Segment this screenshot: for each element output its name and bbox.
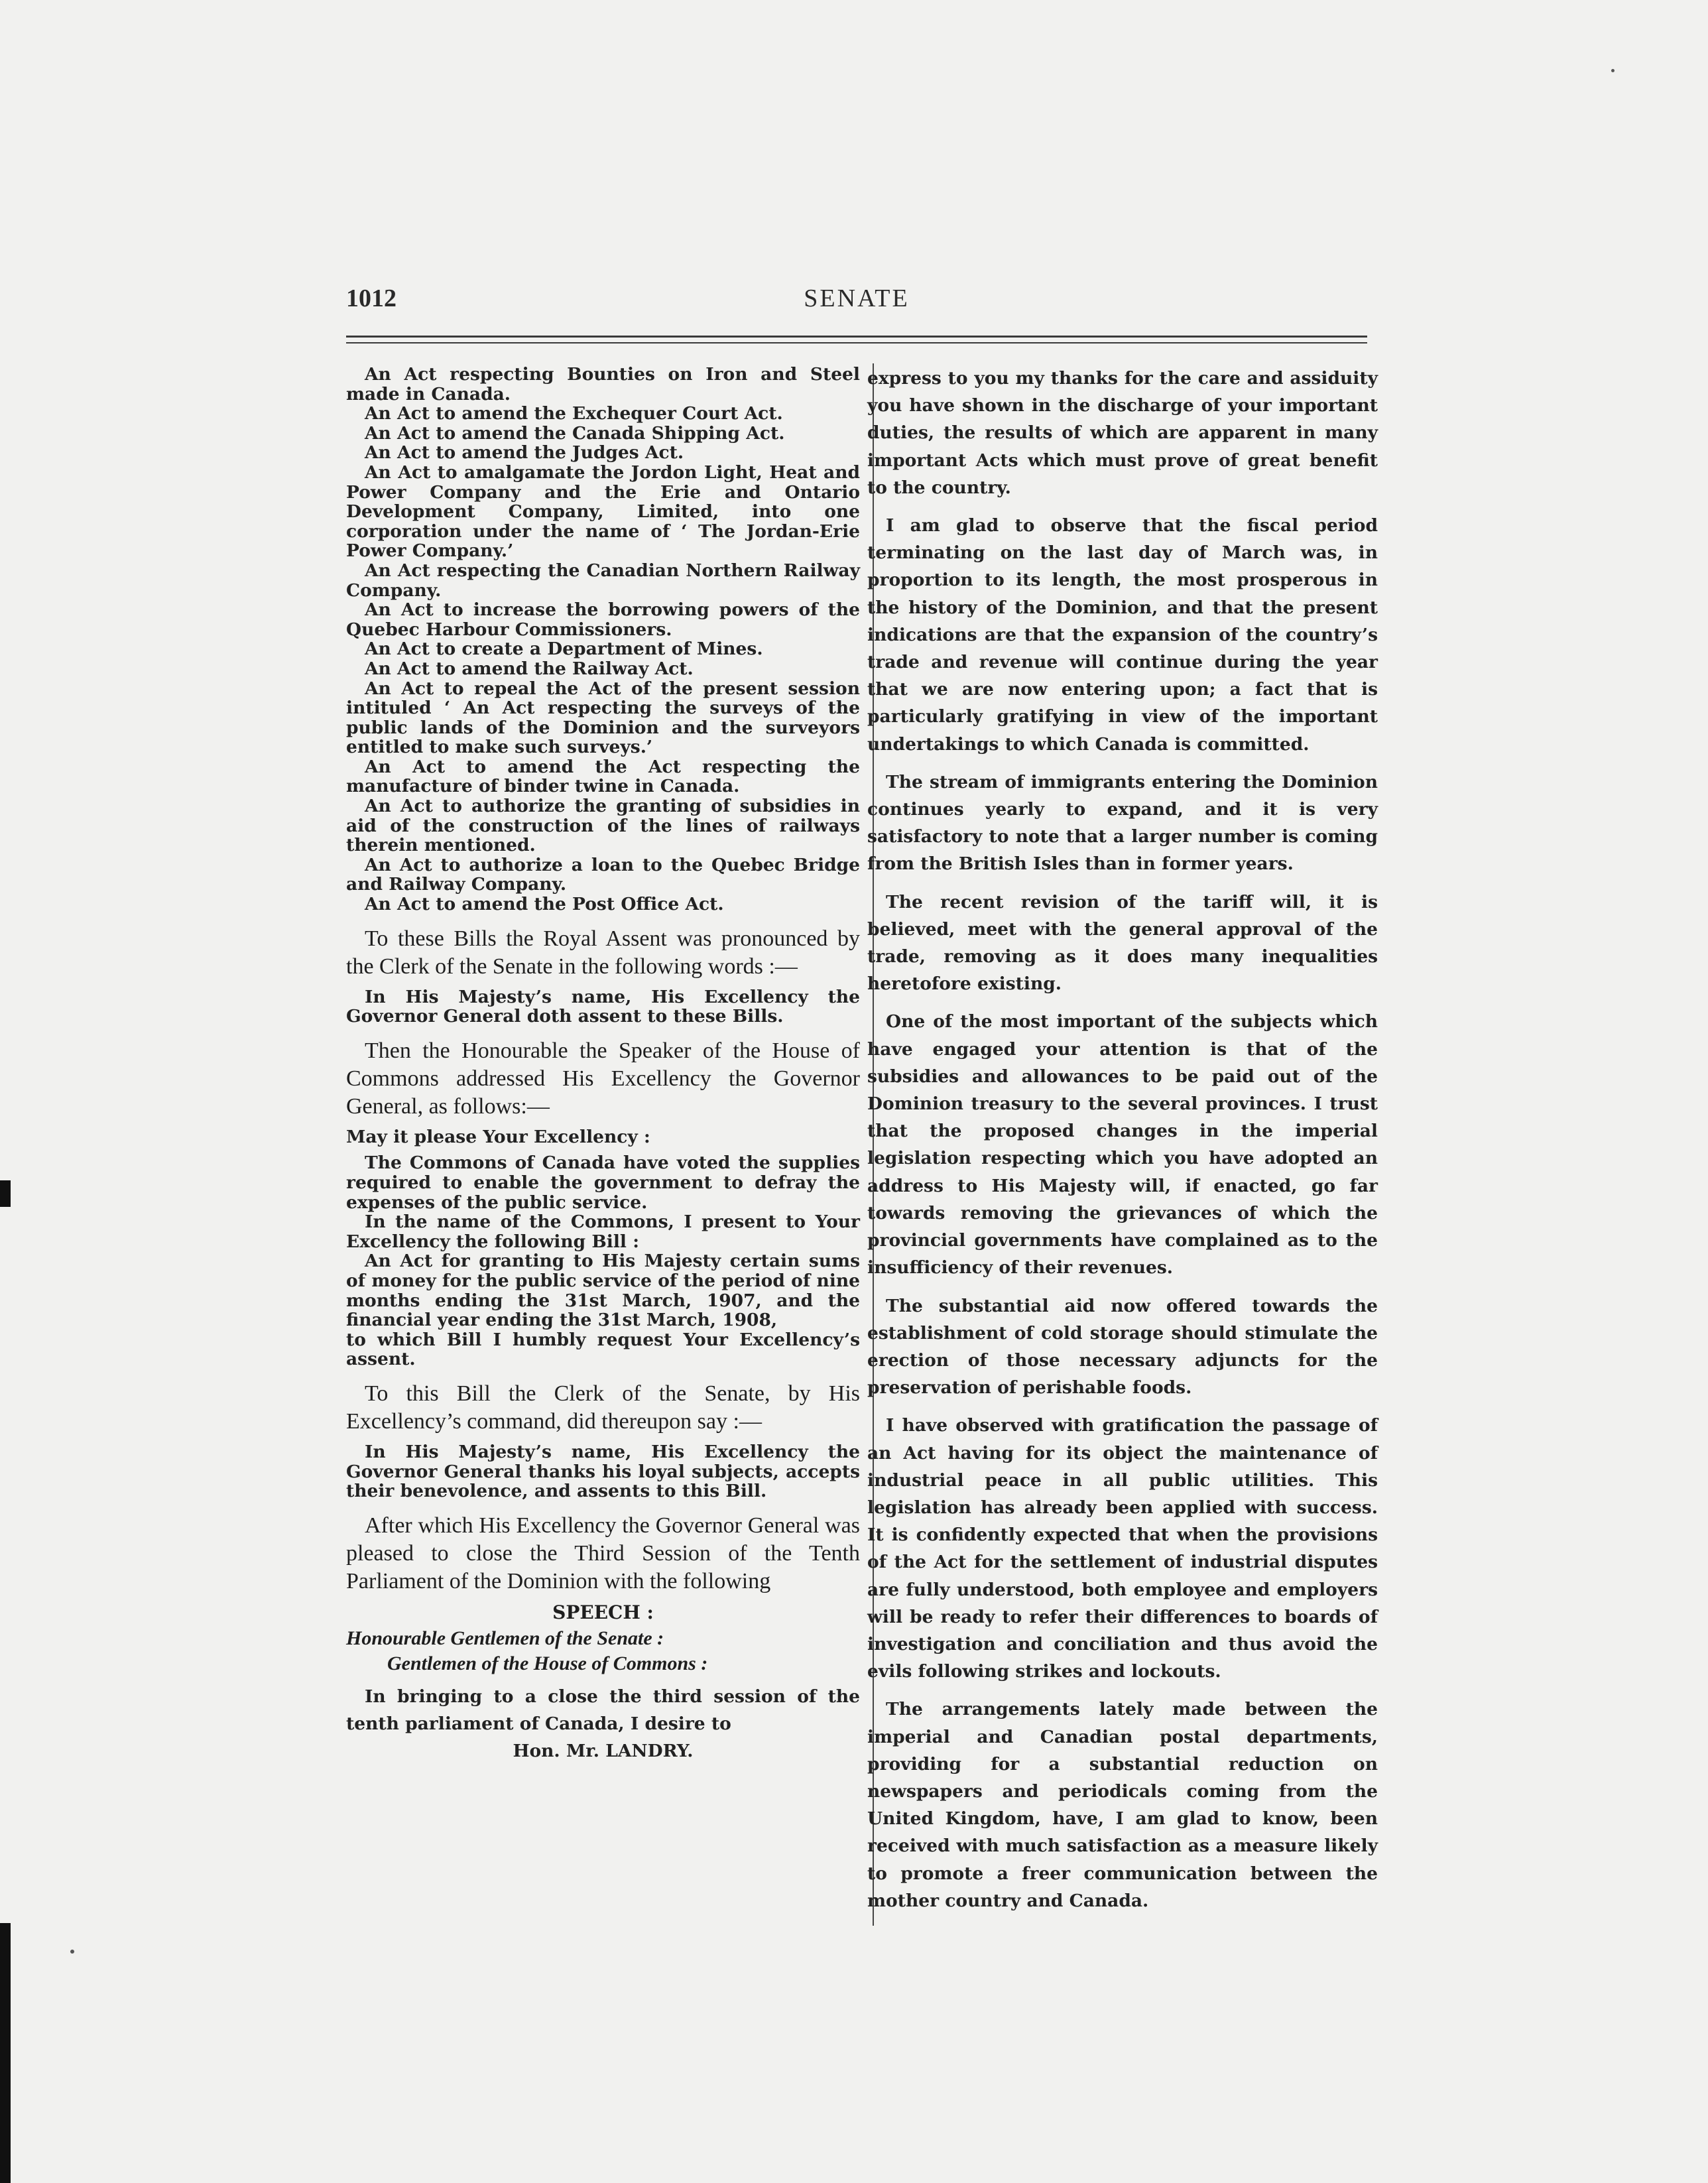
speech-paragraph: The arrangements lately made between the imperial and Canadian postal departments, providing for a substantial reduction on newspapers and periodicals coming from the United Kingdom, have, I am glad to know, been received with much satisfaction as a measure likely to promote a freer communication between the mother country and Canada.	[867, 1699, 1378, 1911]
speech-paragraph: The stream of immigrants entering the Dominion continues yearly to expand, and it is very satisfactory to note that a larger number is coming from the British Isles than in former years.	[867, 771, 1378, 875]
act-item: An Act to amend the Judges Act.	[365, 442, 684, 464]
header-rule-top	[346, 336, 1367, 338]
scan-speck	[70, 1950, 74, 1954]
act-item: An Act to amend the Exchequer Court Act.	[365, 403, 783, 424]
assent-request: to which Bill I humbly request Your Excellency’s assent.	[346, 1329, 860, 1370]
clerk-intro: To this Bill the Clerk of the Senate, by His Excellency’s command, did thereupon say :—	[346, 1381, 860, 1434]
address-commons: Gentlemen of the House of Commons :	[387, 1652, 708, 1674]
act-item: An Act to create a Department of Mines.	[365, 639, 763, 660]
royal-assent-intro: To these Bills the Royal Assent was pronounced by the Clerk of the Senate in the following words :—	[346, 926, 860, 979]
act-item: An Act to repeal the Act of the present session intituled ‘ An Act respecting the surveys of the public lands of the Dominion and the surveyors entitled to make such surveys.’	[346, 678, 860, 758]
speech-paragraph: The recent revision of the tariff will, it is believed, meet with the general approval of the trade, removing as it does many inequalities heretofore existing.	[867, 891, 1378, 995]
act-item: An Act to increase the borrowing powers of the Quebec Harbour Commissioners.	[346, 599, 860, 640]
act-item: An Act to authorize the granting of subsidies in aid of the construction of the lines of railways therein mentioned.	[346, 796, 860, 856]
page-number: 1012	[346, 284, 396, 312]
present-paragraph: In the name of the Commons, I present to Your Excellency the following Bill :	[346, 1212, 860, 1252]
act-item: An Act to amend the Post Office Act.	[365, 894, 724, 915]
address-senate: Honourable Gentlemen of the Senate :	[346, 1627, 664, 1649]
act-item: An Act respecting the Canadian Northern Railway Company.	[346, 560, 860, 601]
speech-heading: SPEECH :	[552, 1601, 654, 1623]
left-column	[346, 365, 860, 1765]
scan-edge-mark	[0, 1923, 11, 2183]
right-column	[867, 365, 1378, 1914]
footer-name: Hon. Mr. LANDRY.	[513, 1741, 694, 1762]
supply-paragraph: The Commons of Canada have voted the supplies required to enable the government to defray the expenses of the public service.	[346, 1153, 860, 1213]
scan-edge-mark	[0, 1180, 11, 1207]
speech-paragraph: I have observed with gratification the passage of an Act having for its object the maintenance of industrial peace in all public utilities. This legislation has already been applied with success. It is confidently expected that when the provisions of the Act for the settlement of industrial disputes are fully understood, both employee and employers will be ready to refer their differences to boards of investigation and conciliation and thus avoid the evils following strikes and lockouts.	[867, 1415, 1378, 1682]
acts-list	[346, 365, 860, 914]
scan-speck	[1611, 69, 1615, 72]
speech-opening: In bringing to a close the third session of the tenth parliament of Canada, I desire to	[346, 1686, 860, 1734]
act-item: An Act respecting Bounties on Iron and Steel made in Canada.	[346, 364, 860, 405]
supply-bill: An Act for granting to His Majesty certain sums of money for the public service of the period of nine months ending the 31st March, 1907, and the financial year ending the 31st March, 1908,	[346, 1251, 860, 1331]
act-item: An Act to amend the Act respecting the manufacture of binder twine in Canada.	[346, 756, 860, 797]
act-item: An Act to amend the Railway Act.	[365, 658, 694, 679]
speech-paragraph: I am glad to observe that the fiscal period terminating on the last day of March was, in proportion to its length, the most prosperous in the history of the Dominion, and that the present indications are that the expansion of the country’s trade and revenue will continue during the year that we are now entering upon; a fact that is particularly gratifying in view of the important undertakings to which Canada is committed.	[867, 515, 1378, 755]
speech-paragraph: The substantial aid now offered towards the establishment of cold storage should stimulate the erection of those necessary adjuncts for the preservation of perishable foods.	[867, 1295, 1378, 1399]
page-header	[346, 284, 1367, 324]
speech-paragraph: express to you my thanks for the care and assiduity you have shown in the discharge of your important duties, the results of which are apparent in many important Acts which must prove of great benefit to the country.	[867, 368, 1378, 498]
header-rule-bottom	[346, 342, 1367, 343]
speech-paragraph: One of the most important of the subjects which have engaged your attention is that of the subsidies and allowances to be paid out of the Dominion treasury to the several provinces. I trust that the proposed changes in the imperial legislation respecting which you have adopted an address to His Majesty will, if enacted, go far towards removing the grievances of which the provincial governments have complained as to the insufficiency of their revenues.	[867, 1011, 1378, 1279]
closing-intro: After which His Excellency the Governor General was pleased to close the Third Session of the Tenth Parliament of the Dominion with the following	[346, 1513, 860, 1593]
act-item: An Act to amalgamate the Jordon Light, Heat and Power Company and the Erie and Ontario Development Company, Limited, into one corporation under the name of ‘ The Jordan-Erie Power Company.’	[346, 462, 860, 562]
thanks-words: In His Majesty’s name, His Excellency the Governor General thanks his loyal subjects, accepts their benevolence, and assents to this Bill.	[346, 1441, 860, 1502]
running-title: SENATE	[804, 284, 910, 312]
act-item: An Act to authorize a loan to the Quebec Bridge and Railway Company.	[346, 854, 860, 895]
speaker-intro: Then the Honourable the Speaker of the House of Commons addressed His Excellency the Governor General, as follows:—	[346, 1038, 860, 1119]
act-item: An Act to amend the Canada Shipping Act.	[365, 422, 785, 444]
salutation: May it please Your Excellency :	[346, 1126, 650, 1147]
royal-assent-words: In His Majesty’s name, His Excellency the Governor General doth assent to these Bills.	[346, 986, 860, 1027]
